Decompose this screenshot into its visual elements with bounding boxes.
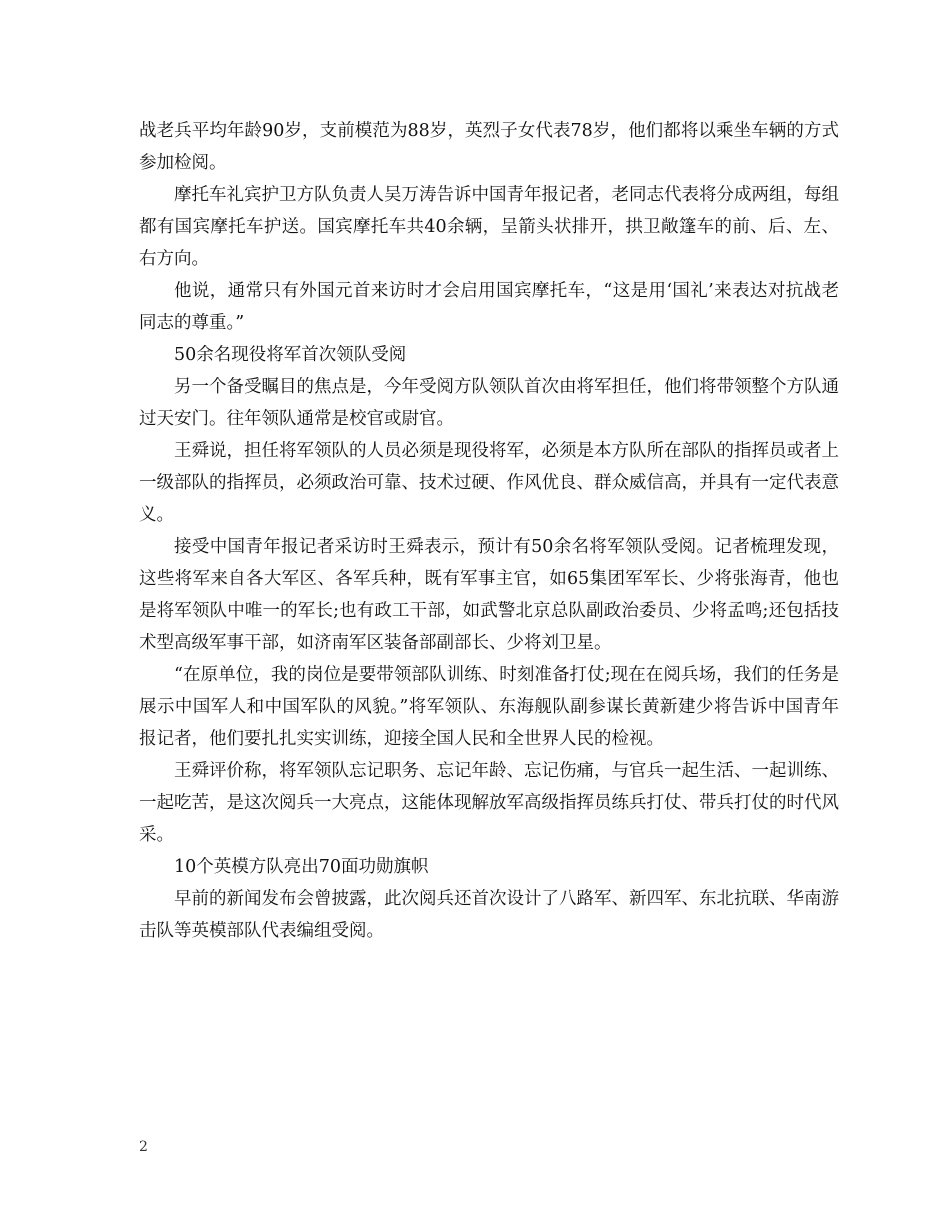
paragraph: 另一个备受瞩目的焦点是，今年受阅方队领队首次由将军担任，他们将带领整个方队通过天安门。往年领队通常是校官或尉官。 xyxy=(139,377,839,429)
section-heading: 10个英模方队亮出70面功勋旗帜 xyxy=(174,857,429,877)
document-body xyxy=(139,115,839,947)
paragraph: “在原单位，我的岗位是要带领部队训练、时刻准备打仗;现在在阅兵场，我们的任务是展示中国军人和中国军队的风貌。”将军领队、东海舰队副参谋长黄新建少将告诉中国青年报记者，他们要扎扎实实训练，迎接全国人民和全世界人民的检视。 xyxy=(139,665,839,749)
paragraph: 王舜评价称，将军领队忘记职务、忘记年龄、忘记伤痛，与官兵一起生活、一起训练、一起吃苦，是这次阅兵一大亮点，这能体现解放军高级指挥员练兵打仗、带兵打仗的时代风采。 xyxy=(139,761,839,845)
section-heading: 50余名现役将军首次领队受阅 xyxy=(174,345,407,365)
paragraph: 王舜说，担任将军领队的人员必须是现役将军，必须是本方队所在部队的指挥员或者上一级部队的指挥员，必须政治可靠、技术过硬、作风优良、群众威信高，并具有一定代表意义。 xyxy=(139,441,839,525)
paragraph-continuation: 战老兵平均年龄90岁，支前模范为88岁，英烈子女代表78岁，他们都将以乘坐车辆的方式参加检阅。 xyxy=(139,121,839,173)
paragraph: 摩托车礼宾护卫方队负责人吴万涛告诉中国青年报记者，老同志代表将分成两组，每组都有国宾摩托车护送。国宾摩托车共40余辆，呈箭头状排开，拱卫敞篷车的前、后、左、右方向。 xyxy=(139,185,839,269)
page-number: 2 xyxy=(139,1139,148,1155)
paragraph: 接受中国青年报记者采访时王舜表示，预计有50余名将军领队受阅。记者梳理发现，这些将军来自各大军区、各军兵种，既有军事主官，如65集团军军长、少将张海青，他也是将军领队中唯一的军长;也有政工干部，如武警北京总队副政治委员、少将孟鸣;还包括技术型高级军事干部，如济南军区装备部副部长、少将刘卫星。 xyxy=(139,537,839,653)
paragraph: 早前的新闻发布会曾披露，此次阅兵还首次设计了八路军、新四军、东北抗联、华南游击队等英模部队代表编组受阅。 xyxy=(139,889,839,941)
paragraph: 他说，通常只有外国元首来访时才会启用国宾摩托车，“这是用‘国礼’来表达对抗战老同志的尊重。” xyxy=(139,281,839,333)
